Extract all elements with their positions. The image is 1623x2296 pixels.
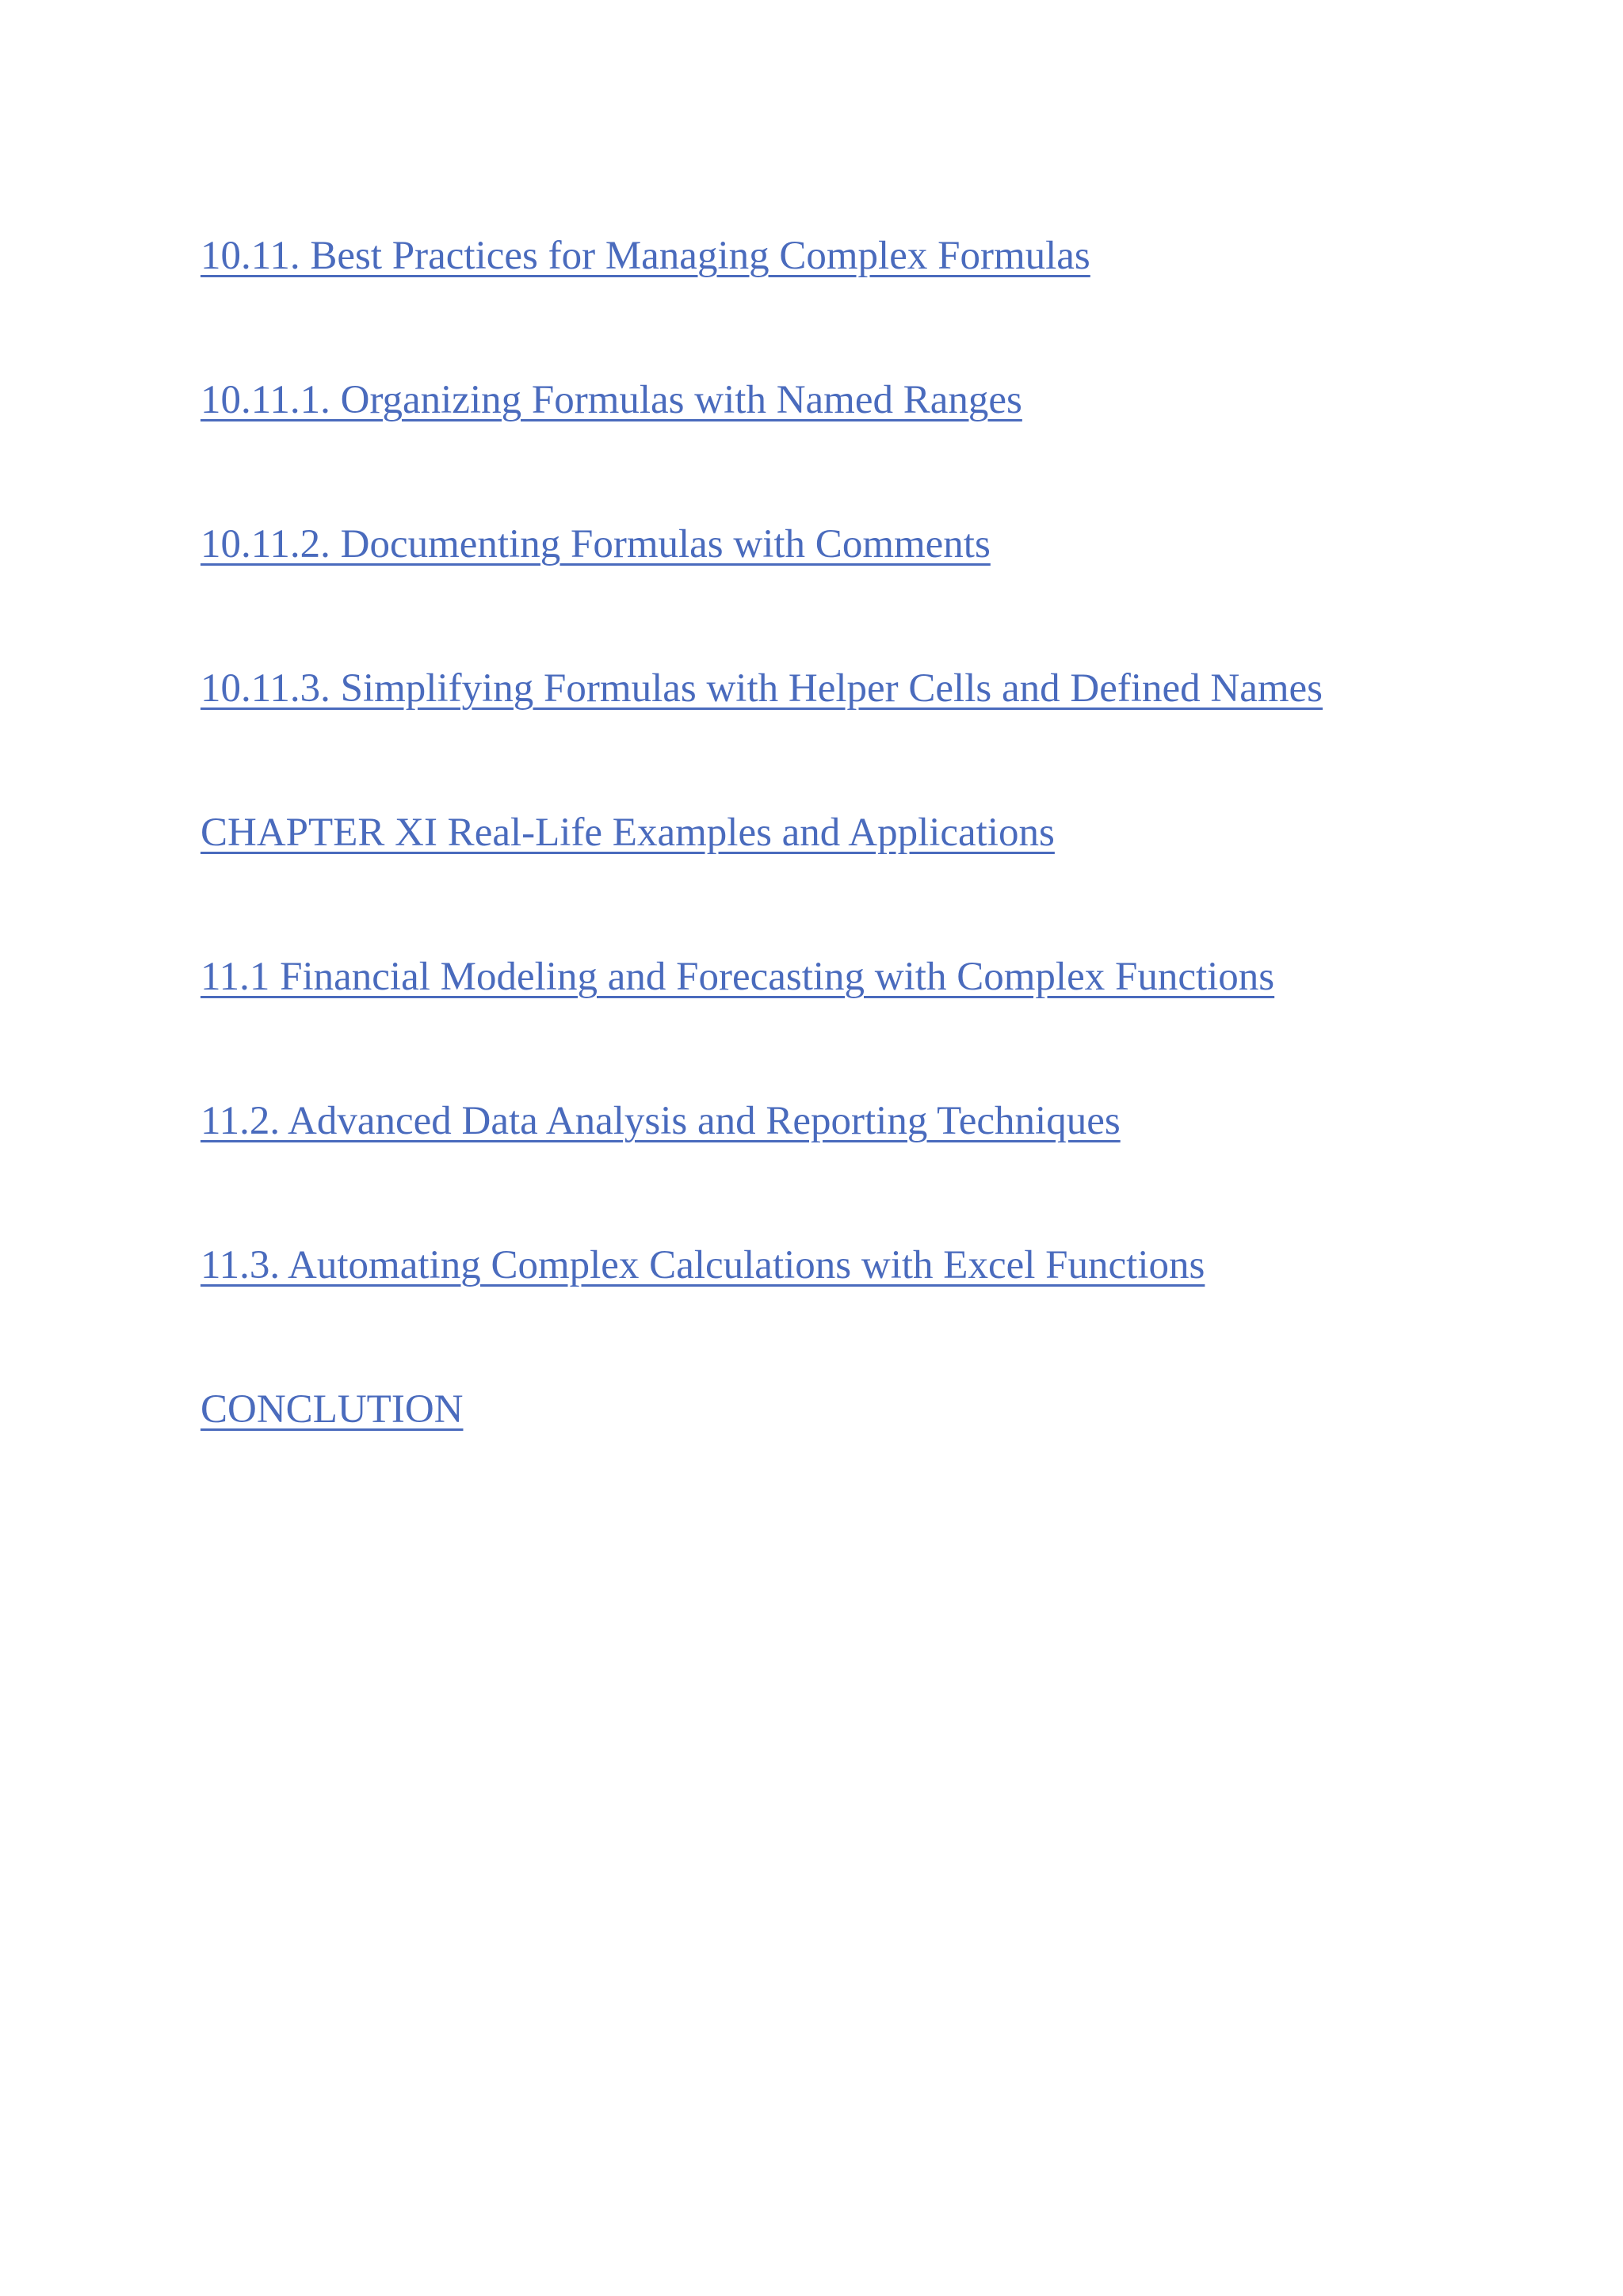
toc-entry bbox=[200, 232, 1323, 376]
toc-entry bbox=[200, 1097, 1323, 1241]
toc-link-chapter-xi[interactable]: CHAPTER XI Real-Life Examples and Applications bbox=[200, 810, 1055, 855]
toc-entry bbox=[200, 1386, 1323, 1530]
toc-entry bbox=[200, 376, 1323, 521]
toc-entry bbox=[200, 665, 1323, 809]
toc-link-10-11-2[interactable]: 10.11.2. Documenting Formulas with Comments bbox=[200, 522, 991, 566]
toc-entry bbox=[200, 1241, 1323, 1386]
toc-link-10-11[interactable]: 10.11. Best Practices for Managing Complex Formulas bbox=[200, 234, 1090, 278]
toc-link-conclution[interactable]: CONCLUTION bbox=[200, 1387, 464, 1432]
toc-link-11-2[interactable]: 11.2. Advanced Data Analysis and Reporting Techniques bbox=[200, 1099, 1121, 1143]
toc-entry bbox=[200, 809, 1323, 953]
toc-entry bbox=[200, 953, 1323, 1097]
table-of-contents bbox=[200, 232, 1323, 1530]
toc-link-11-1[interactable]: 11.1 Financial Modeling and Forecasting with Complex Functions bbox=[200, 955, 1275, 999]
toc-entry bbox=[200, 521, 1323, 665]
toc-link-10-11-1[interactable]: 10.11.1. Organizing Formulas with Named Ranges bbox=[200, 378, 1022, 422]
toc-link-10-11-3[interactable]: 10.11.3. Simplifying Formulas with Helper Cells and Defined Names bbox=[200, 666, 1323, 711]
toc-link-11-3[interactable]: 11.3. Automating Complex Calculations with Excel Functions bbox=[200, 1243, 1205, 1287]
